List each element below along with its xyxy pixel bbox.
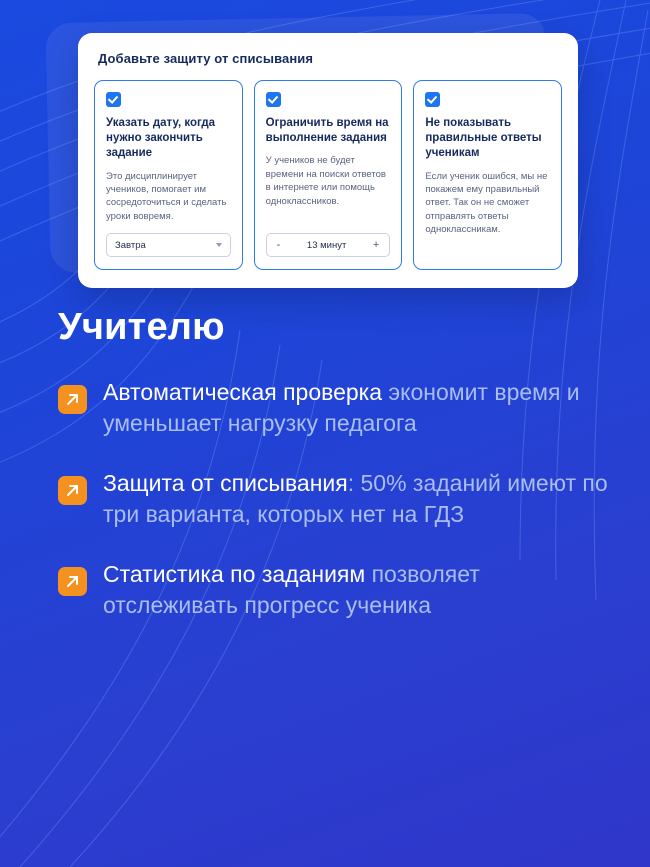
option-description: Это дисциплинирует учеников, помогает им сосредоточиться и сделать уроки вовремя. — [106, 170, 227, 222]
list-item — [58, 468, 614, 529]
deadline-date-value: Завтра — [115, 239, 146, 251]
benefit-highlight: Защита от списывания — [103, 470, 348, 497]
benefit-text — [103, 377, 614, 438]
option-card-time-limit[interactable] — [254, 80, 403, 270]
time-limit-stepper[interactable] — [266, 233, 391, 257]
options-row — [94, 80, 562, 270]
benefit-highlight: Автоматическая проверка — [103, 379, 383, 405]
arrow-up-right-glyph — [64, 573, 81, 590]
arrow-up-right-icon — [58, 385, 87, 414]
card-title: Добавьте защиту от списывания — [98, 51, 314, 66]
anti-cheat-settings-card — [78, 33, 578, 288]
chevron-down-icon — [216, 243, 222, 247]
benefit-text — [103, 559, 614, 620]
option-card-deadline[interactable] — [94, 80, 243, 270]
benefit-rest: позволяет отслеживать прогресс ученика — [103, 561, 480, 618]
arrow-up-right-glyph — [64, 482, 81, 499]
arrow-up-right-icon — [58, 567, 87, 596]
checkbox-icon-time-limit[interactable] — [266, 92, 281, 107]
option-description: Если ученик ошибся, мы не покажем ему правильный ответ. Так он не сможет отправлять ответы одноклассникам. — [425, 170, 548, 236]
option-title: Указать дату, когда нужно закончить задание — [106, 117, 216, 160]
benefit-highlight: Статистика по заданиям — [103, 561, 366, 588]
option-title: Ограничить время на выполнение задания — [265, 117, 389, 145]
option-card-hide-answers[interactable] — [413, 80, 562, 270]
benefit-text — [103, 468, 614, 529]
list-item — [58, 559, 614, 620]
stepper-increase-button[interactable]: + — [372, 238, 380, 251]
page-title: Учителю — [58, 306, 225, 348]
arrow-up-right-glyph — [64, 391, 81, 408]
stepper-value: 13 минут — [306, 239, 347, 251]
list-item — [58, 377, 614, 438]
checkbox-icon-hide-answers[interactable] — [425, 92, 440, 107]
benefit-rest: экономит время и уменьшает нагрузку педагога — [103, 379, 580, 436]
teacher-benefits-section — [58, 306, 614, 650]
arrow-up-right-icon — [58, 476, 87, 505]
stepper-decrease-button[interactable]: - — [276, 238, 281, 251]
checkbox-icon-deadline[interactable] — [106, 92, 121, 107]
option-title: Не показывать правильные ответы ученикам — [425, 117, 542, 160]
option-description: У учеников не будет времени на поиски ответов в интернете или помощь одноклассников. — [265, 155, 386, 207]
benefit-rest: : 50% заданий имеют по три варианта, которых нет на ГДЗ — [103, 470, 608, 527]
deadline-date-select[interactable] — [106, 233, 231, 257]
